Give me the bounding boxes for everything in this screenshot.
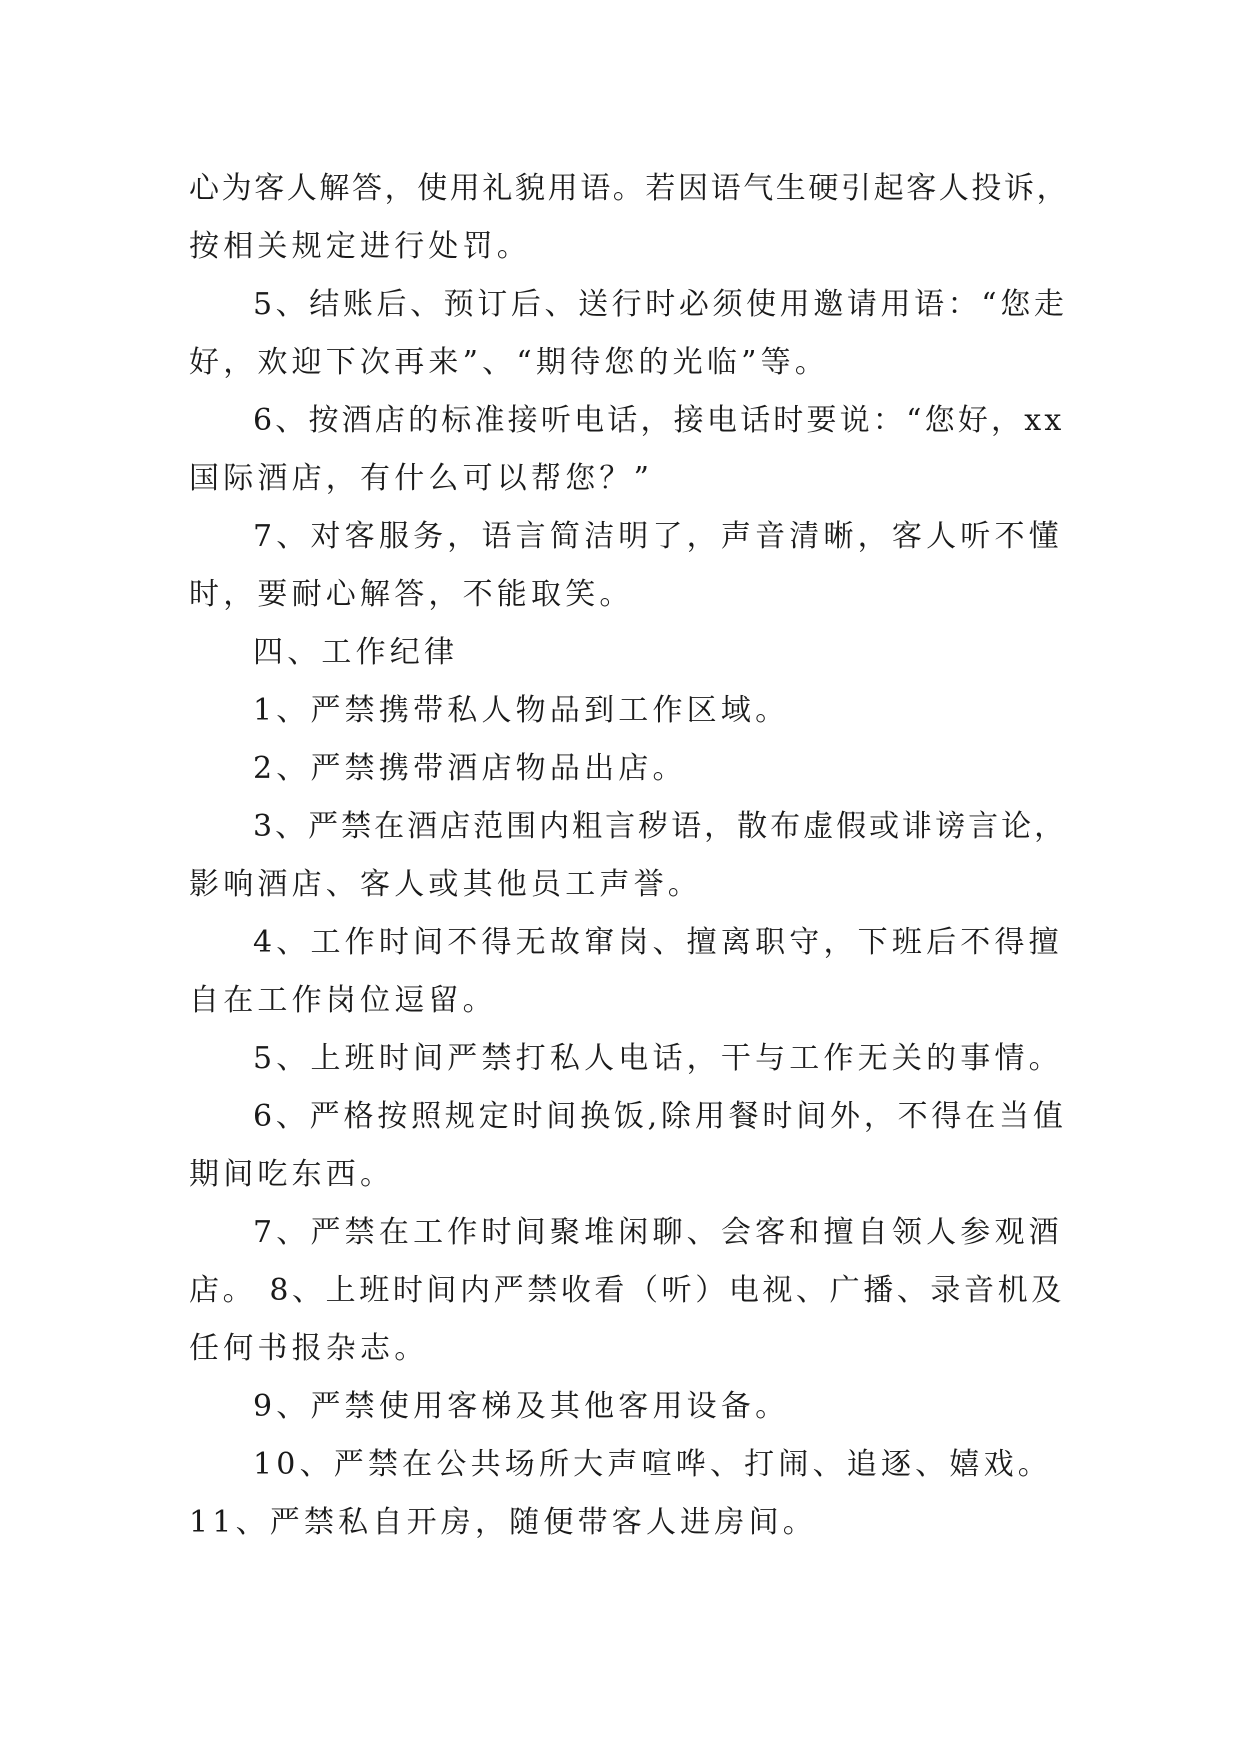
text-line: 期间吃东西。 <box>189 1157 395 1192</box>
text-line: 好，欢迎下次再来”、“期待您的光临”等。 <box>189 345 830 380</box>
text-line: 任何书报杂志。 <box>189 1331 429 1366</box>
text-line: 店。 8、上班时间内严禁收看（听）电视、广播、录音机及 <box>189 1273 1065 1308</box>
text-line: 7、对客服务，语言简洁明了，声音清晰，客人听不懂 <box>253 519 1063 554</box>
text-line: 11、严禁私自开房，随便带客人进房间。 <box>189 1505 817 1540</box>
text-line: 1、严禁携带私人物品到工作区域。 <box>253 693 790 728</box>
text-line: 2、严禁携带酒店物品出店。 <box>253 751 687 786</box>
text-line: 影响酒店、客人或其他员工声誉。 <box>189 867 702 902</box>
text-line: 3、严禁在酒店范围内粗言秽语，散布虚假或诽谤言论， <box>253 809 1068 844</box>
section-heading: 四、工作纪律 <box>253 635 459 670</box>
text-line: 7、严禁在工作时间聚堆闲聊、会客和擅自领人参观酒 <box>253 1215 1063 1250</box>
text-line: 10、严禁在公共场所大声喧哗、打闹、追逐、嬉戏。 <box>253 1447 1052 1482</box>
text-line: 6、严格按照规定时间换饭,除用餐时间外，不得在当值 <box>253 1099 1067 1134</box>
text-line: 9、严禁使用客梯及其他客用设备。 <box>253 1389 790 1424</box>
text-line: 时，要耐心解答，不能取笑。 <box>189 577 634 612</box>
text-line: 国际酒店，有什么可以帮您？” <box>189 461 654 496</box>
text-line: 5、上班时间严禁打私人电话，干与工作无关的事情。 <box>253 1041 1063 1076</box>
text-line: 心为客人解答，使用礼貌用语。若因语气生硬引起客人投诉， <box>189 171 1070 206</box>
text-line: 6、按酒店的标准接听电话，接电话时要说：“您好，xx <box>253 403 1065 438</box>
text-line: 4、工作时间不得无故窜岗、擅离职守，下班后不得擅 <box>253 925 1063 960</box>
text-line: 自在工作岗位逗留。 <box>189 983 497 1018</box>
text-line: 按相关规定进行处罚。 <box>189 229 531 264</box>
text-line: 5、结账后、预订后、送行时必须使用邀请用语：“您走 <box>253 287 1068 322</box>
document-body <box>189 160 1069 1552</box>
